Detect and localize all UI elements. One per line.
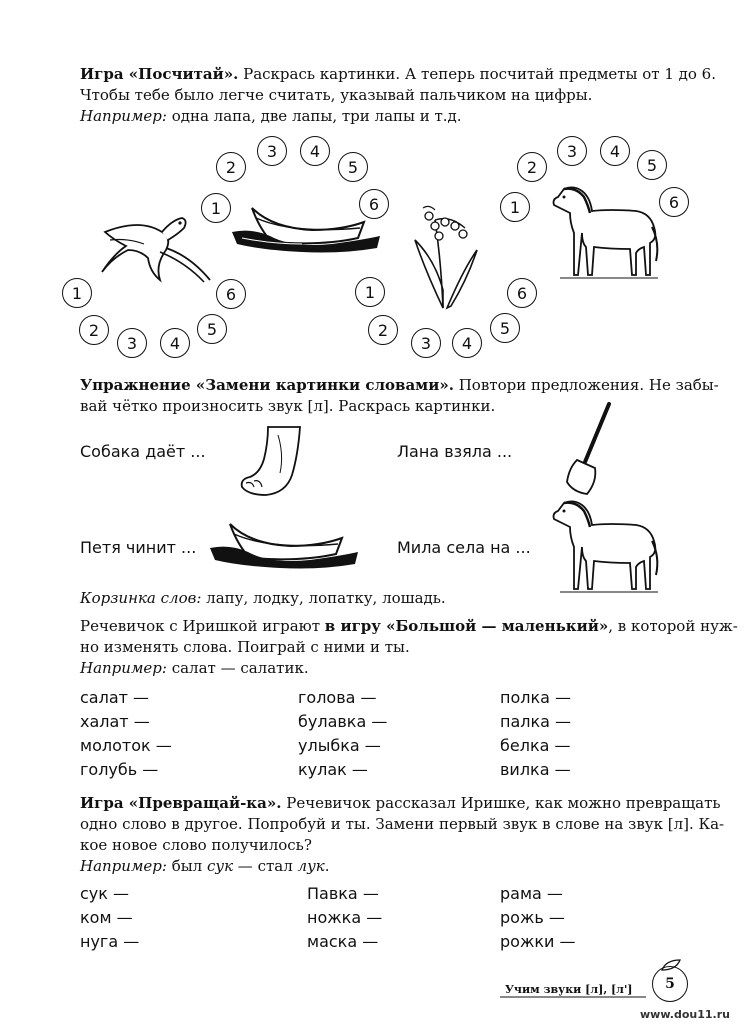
section2-paragraph — [80, 375, 719, 396]
number-circle: 1 — [355, 277, 385, 307]
section1-example-label: Например: — [80, 107, 167, 125]
basket-label: Корзинка слов: — [80, 589, 202, 607]
number-circle: 4 — [300, 136, 330, 166]
number-circle: 6 — [507, 278, 537, 308]
section4-text2: одно слово в другое. Попробуй и ты. Замени первый звук в слове на звук [л]. Ка- — [80, 815, 725, 833]
section3-example — [80, 658, 309, 679]
section1-text1: Раскрась картинки. А теперь посчитай предметы от 1 до 6. — [238, 65, 716, 83]
boat-illustration — [232, 200, 380, 255]
section4-text3: кое новое слово получилось? — [80, 836, 312, 854]
word-item: Павка — — [307, 884, 379, 903]
section1-text2: Чтобы тебе было легче считать, указывай пальчиком на цифры. — [80, 86, 593, 104]
word-item: голова — — [298, 688, 377, 707]
number-circle: 2 — [79, 315, 109, 345]
word-item: маска — — [307, 932, 379, 951]
number-circle: 6 — [359, 189, 389, 219]
number-circle: 5 — [197, 314, 227, 344]
section3-text1c: , в которой нуж- — [608, 617, 738, 635]
horse-illustration — [550, 497, 660, 597]
number-circle: 2 — [517, 152, 547, 182]
word-item: голубь — — [80, 760, 159, 779]
number-circle: 1 — [500, 192, 530, 222]
example-part: сук — [206, 857, 234, 875]
shovel-illustration — [565, 402, 615, 497]
section1-example — [80, 106, 462, 127]
number-circle: 1 — [62, 278, 92, 308]
example-part: был — [166, 857, 207, 875]
sentence-petya: Петя чинит ... — [80, 538, 197, 557]
word-basket — [80, 588, 446, 609]
section2-text1: Повтори предложения. Не забы- — [453, 376, 719, 394]
number-circle: 5 — [338, 152, 368, 182]
sentence-lana: Лана взяла ... — [397, 442, 513, 461]
word-item: сук — — [80, 884, 130, 903]
sentence-dog: Собака даёт ... — [80, 442, 206, 461]
section2-text2: вай чётко произносить звук [л]. Раскрась картинки. — [80, 397, 496, 415]
word-item: рожки — — [500, 932, 576, 951]
paw-illustration — [238, 425, 308, 500]
number-circle: 6 — [659, 187, 689, 217]
word-item: палка — — [500, 712, 572, 731]
number-circle: 3 — [411, 328, 441, 358]
number-circle: 2 — [216, 152, 246, 182]
watermark: www.dou11.ru — [640, 1008, 730, 1021]
swallow-illustration — [100, 210, 220, 285]
example-part: — стал — [233, 857, 298, 875]
sentence-mila: Мила села на ... — [397, 538, 531, 557]
section1-example-text: одна лапа, две лапы, три лапы и т.д. — [166, 107, 462, 125]
word-item: рожь — — [500, 908, 565, 927]
word-item: ком — — [80, 908, 133, 927]
word-item: молоток — — [80, 736, 172, 755]
number-circle: 1 — [201, 193, 231, 223]
word-item: ножка — — [307, 908, 383, 927]
section3-example-text: салат — салатик. — [166, 659, 309, 677]
number-circle: 3 — [257, 136, 287, 166]
running-title: Учим звуки [л], [л'] — [505, 983, 633, 996]
section3-text2: но изменять слова. Поиграй с ними и ты. — [80, 638, 410, 656]
number-circle: 4 — [452, 328, 482, 358]
number-circle: 3 — [557, 136, 587, 166]
section2-title: Упражнение «Замени картинки словами». — [80, 376, 454, 394]
word-item: нуга — — [80, 932, 140, 951]
section1-paragraph — [80, 64, 720, 85]
word-item: халат — — [80, 712, 150, 731]
section4-example — [80, 856, 330, 877]
word-item: вилка — — [500, 760, 571, 779]
number-circle: 6 — [216, 279, 246, 309]
number-circle: 4 — [600, 136, 630, 166]
word-item: белка — — [500, 736, 571, 755]
basket-text: лапу, лодку, лопатку, лошадь. — [201, 589, 446, 607]
word-item: улыбка — — [298, 736, 381, 755]
word-item: салат — — [80, 688, 150, 707]
section1-title: Игра «Посчитай». — [80, 65, 239, 83]
number-circle: 5 — [637, 150, 667, 180]
boat-illustration — [210, 520, 358, 572]
section3-paragraph — [80, 616, 738, 637]
example-part: . — [324, 857, 330, 875]
section4-title: Игра «Превращай-ка». — [80, 794, 282, 812]
word-item: булавка — — [298, 712, 388, 731]
example-part: лук — [297, 857, 325, 875]
section3-text1a: Речевичок с Иришкой играют — [80, 617, 325, 635]
word-item: кулак — — [298, 760, 368, 779]
section4-text1: Речевичок рассказал Иришке, как можно превращать — [281, 794, 721, 812]
number-circle: 2 — [368, 315, 398, 345]
number-circle: 5 — [490, 313, 520, 343]
word-item: полка — — [500, 688, 572, 707]
page-number: 5 — [652, 966, 688, 1002]
horse-illustration — [550, 183, 660, 283]
word-item: рама — — [500, 884, 563, 903]
lily-of-the-valley-illustration — [405, 200, 485, 310]
section4-paragraph — [80, 793, 721, 814]
number-circle: 4 — [160, 328, 190, 358]
number-circle: 3 — [117, 328, 147, 358]
section3-game-name: в игру «Большой — маленький» — [324, 617, 609, 635]
section3-example-label: Например: — [80, 659, 167, 677]
footer-rule — [500, 996, 646, 998]
section4-example-label: Например: — [80, 857, 167, 875]
